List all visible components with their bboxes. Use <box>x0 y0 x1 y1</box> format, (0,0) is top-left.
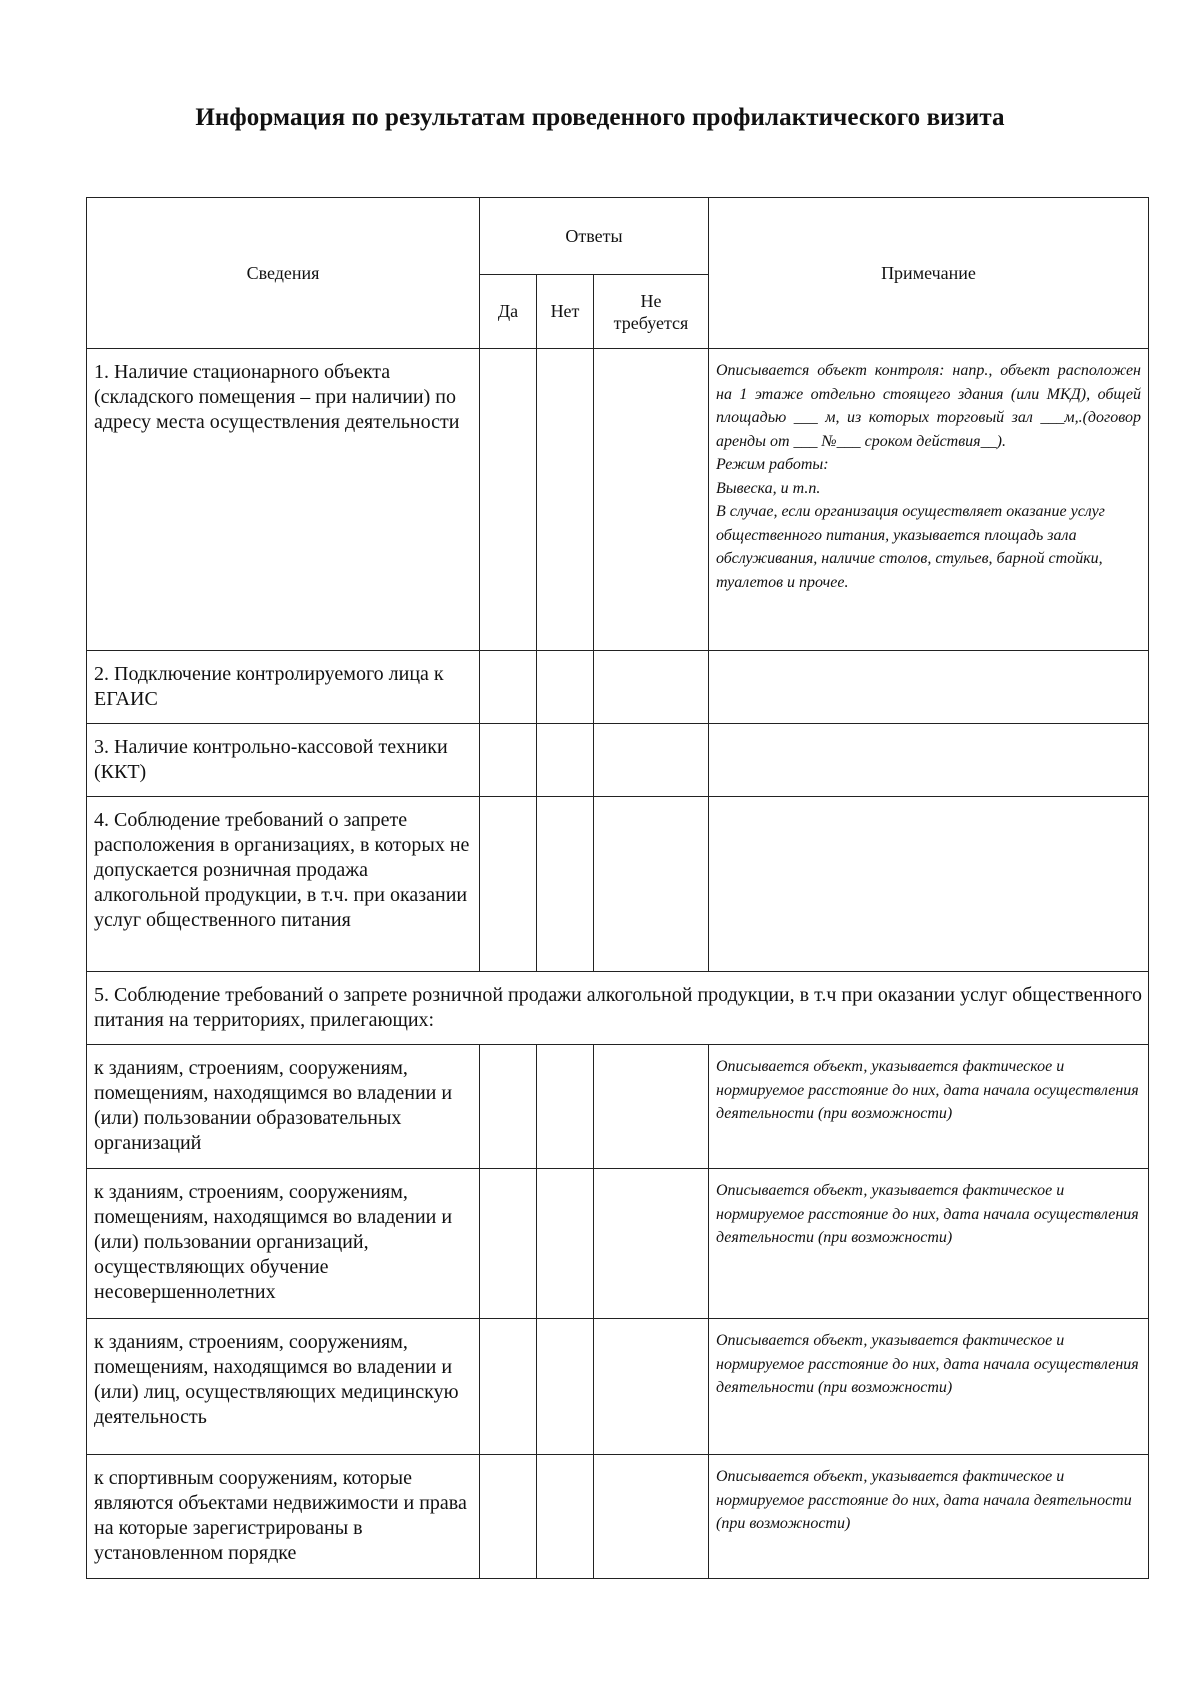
answer-yes-cell[interactable] <box>480 651 537 724</box>
table-row <box>87 724 1149 797</box>
answer-no-cell[interactable] <box>537 797 594 972</box>
answer-not-required-cell[interactable] <box>594 724 709 797</box>
header-not-required <box>594 275 709 349</box>
header-no: Нет <box>537 275 594 349</box>
answer-no-cell[interactable] <box>537 1169 594 1319</box>
row-note: Описывается объект, указывается фактическое и нормируемое расстояние до них, дата начала осуществления деятельности (при возможности) <box>709 1169 1149 1319</box>
row-note: Описывается объект, указывается фактическое и нормируемое расстояние до них, дата начала осуществления деятельности (при возможности) <box>709 1045 1149 1169</box>
section-5-text: 5. Соблюдение требований о запрете розничной продажи алкогольной продукции, в т.ч при оказании услуг общественного питания на территориях, прилегающих: <box>87 972 1149 1045</box>
table-row <box>87 651 1149 724</box>
answer-no-cell[interactable] <box>537 651 594 724</box>
answer-not-required-cell[interactable] <box>594 651 709 724</box>
row-note: Описывается объект, указывается фактическое и нормируемое расстояние до них, дата начала осуществления деятельности (при возможности) <box>709 1319 1149 1455</box>
answer-no-cell[interactable] <box>537 1045 594 1169</box>
answer-not-required-cell[interactable] <box>594 797 709 972</box>
answer-no-cell[interactable] <box>537 1319 594 1455</box>
note-line: Вывеска, и т.п. <box>716 479 821 497</box>
answer-yes-cell[interactable] <box>480 1169 537 1319</box>
row-note: Описывается объект, указывается фактическое и нормируемое расстояние до них, дата начала деятельности (при возможности) <box>709 1455 1149 1579</box>
row-info: 1. Наличие стационарного объекта (складского помещения – при наличии) по адресу места осуществления деятельности <box>87 349 480 651</box>
header-info: Сведения <box>87 198 480 349</box>
header-note: Примечание <box>709 198 1149 349</box>
answer-not-required-cell[interactable] <box>594 1169 709 1319</box>
row-note[interactable] <box>709 797 1149 972</box>
table-row <box>87 1045 1149 1169</box>
table-row <box>87 797 1149 972</box>
row-info: к спортивным сооружениям, которые являются объектами недвижимости и права на которые зарегистрированы в установленном порядке <box>87 1455 480 1579</box>
section-row <box>87 972 1149 1045</box>
row-note[interactable] <box>709 724 1149 797</box>
answer-yes-cell[interactable] <box>480 724 537 797</box>
header-not-required-line1: Не <box>640 290 662 311</box>
answer-no-cell[interactable] <box>537 724 594 797</box>
note-line: В случае, если организация осуществляет оказание услуг общественного питания, указывается площадь зала обслуживания, наличие столов, стульев, барной стойки, туалетов и прочее. <box>716 503 1105 591</box>
note-line: Режим работы: <box>716 456 829 473</box>
answer-yes-cell[interactable] <box>480 349 537 651</box>
table-row <box>87 1169 1149 1319</box>
header-not-required-line2: требуется <box>613 312 689 333</box>
table-row <box>87 1455 1149 1579</box>
answer-yes-cell[interactable] <box>480 1455 537 1579</box>
answer-yes-cell[interactable] <box>480 1045 537 1169</box>
answer-not-required-cell[interactable] <box>594 349 709 651</box>
answer-not-required-cell[interactable] <box>594 1319 709 1455</box>
answer-no-cell[interactable] <box>537 349 594 651</box>
header-answers: Ответы <box>480 198 709 275</box>
row-note <box>709 349 1149 651</box>
answer-not-required-cell[interactable] <box>594 1455 709 1579</box>
row-info: к зданиям, строениям, сооружениям, помещениям, находящимся во владении и (или) пользовании образовательных организаций <box>87 1045 480 1169</box>
row-info: к зданиям, строениям, сооружениям, помещениям, находящимся во владении и (или) лиц, осуществляющих медицинскую деятельность <box>87 1319 480 1455</box>
row-info: 4. Соблюдение требований о запрете расположения в организациях, в которых не допускается розничная продажа алкогольной продукции, в т.ч. при оказании услуг общественного питания <box>87 797 480 972</box>
note-line: Описывается объект контроля: напр., объект расположен на 1 этаже отдельно стоящего здания (или МКД), общей площадью ___ м, из которых торговый зал ___м,.(договор аренды от ___ №___ сроком действия__). <box>716 362 1141 450</box>
document-title: Информация по результатам проведенного профилактического визита <box>195 104 1005 131</box>
table-row <box>87 1319 1149 1455</box>
row-info: 2. Подключение контролируемого лица к ЕГАИС <box>87 651 480 724</box>
header-yes: Да <box>480 275 537 349</box>
answer-yes-cell[interactable] <box>480 797 537 972</box>
row-note[interactable] <box>709 651 1149 724</box>
answer-no-cell[interactable] <box>537 1455 594 1579</box>
table-row <box>87 349 1149 651</box>
answer-yes-cell[interactable] <box>480 1319 537 1455</box>
row-info: 3. Наличие контрольно-кассовой техники (ККТ) <box>87 724 480 797</box>
row-info: к зданиям, строениям, сооружениям, помещениям, находящимся во владении и (или) пользовании организаций, осуществляющих обучение несовершеннолетних <box>87 1169 480 1319</box>
visit-results-table <box>86 197 1149 1579</box>
answer-not-required-cell[interactable] <box>594 1045 709 1169</box>
